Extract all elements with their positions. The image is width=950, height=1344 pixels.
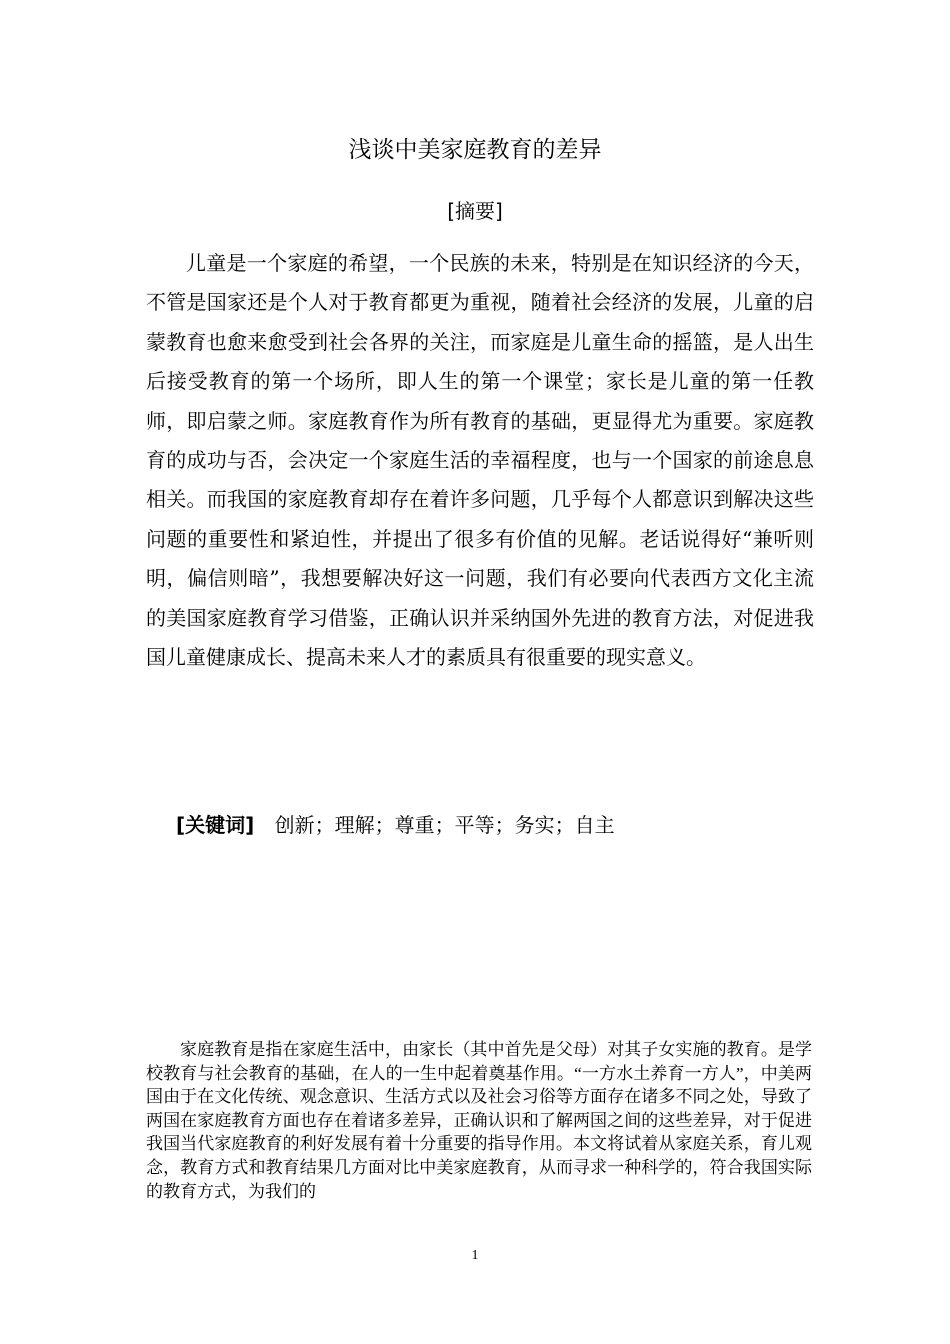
page-number: 1 [471,1248,479,1263]
keywords-line [176,808,816,842]
page-title: 浅谈中美家庭教育的差异 [348,137,602,163]
abstract-heading: [摘要] [447,199,503,223]
keywords-list: 创新；理解；尊重；平等；务实；自主 [274,813,615,837]
abstract-paragraph: 儿童是一个家庭的希望，一个民族的未来，特别是在知识经济的今天，不管是国家还是个人对于教育都更为重视，随着社会经济的发展，儿童的启蒙教育也愈来愈受到社会各界的关注，而家庭是儿童生命的摇篮，是人出生后接受教育的第一个场所，即人生的第一个课堂；家长是儿童的第一任教师，即启蒙之师。家庭教育作为所有教育的基础，更显得尤为重要。家庭教育的成功与否，会决定一个家庭生活的幸福程度，也与一个国家的前途息息相关。而我国的家庭教育却存在着许多问题，几乎每个人都意识到解决这些问题的重要性和紧迫性，并提出了很多有价值的见解。老话说得好“兼听则明，偏信则暗”，我想要解决好这一问题，我们有必要向代表西方文化主流的美国家庭教育学习借鉴，正确认识并采纳国外先进的教育方法，对促进我国儿童健康成长、提高未来人才的素质具有很重要的现实意义。 [146,251,814,670]
keywords-label: [关键词] [176,813,255,837]
intro-paragraph: 家庭教育是指在家庭生活中，由家长（其中首先是父母）对其子女实施的教育。是学校教育与社会教育的基础，在人的一生中起着奠基作用。“一方水土养育一方人”，中美两国由于在文化传统、观念意识、生活方式以及社会习俗等方面存在诸多不同之处，导致了两国在家庭教育方面也存在着诸多差异，正确认识和了解两国之间的这些差异，对于促进我国当代家庭教育的利好发展有着十分重要的指导作用。本文将试着从家庭关系，育儿观念，教育方式和教育结果几方面对比中美家庭教育，从而寻求一种科学的，符合我国实际的教育方式，为我们的 [146,1040,812,1201]
